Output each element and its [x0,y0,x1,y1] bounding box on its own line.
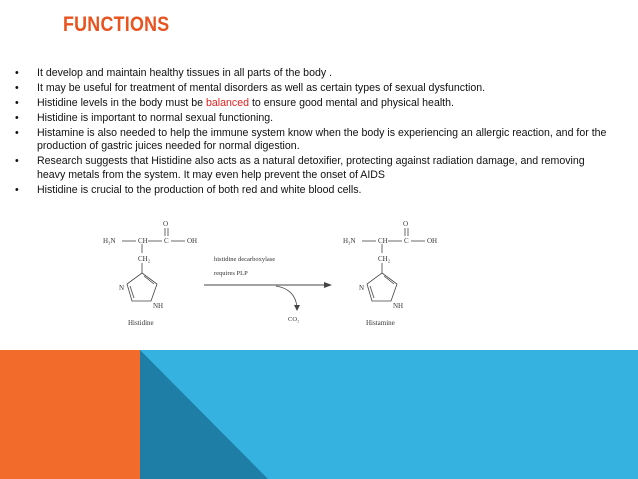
co2-label: CO₂ [288,316,300,323]
bullet-text-before: Histidine levels in the body must be [37,97,206,109]
bullet-list [14,67,614,199]
bullet-text-after: to ensure good mental and physical health. [249,97,454,109]
bullet-text: Histamine is also needed to help the immune system know when the body is experiencing an allergic reaction, and for the production of gastric juices needed for normal digestion. [37,127,607,153]
carbonyl-oxygen-label: O [163,220,169,228]
bullet-dot: • [15,112,19,124]
bullet-text: Research suggests that Histidine also acts as a natural detoxifier, protecting against radiation damage, and removing heavy metals from the system. It may even help prevent the onset of AIDS [37,155,585,181]
alpha-carbon-label: CH [138,237,148,245]
enzyme-label: histidine decarboxylase [214,256,276,263]
bullet-item [14,184,614,197]
bullet-item [14,82,614,95]
bullet-item [14,127,614,154]
carboxyl-carbon-label: C [404,237,409,245]
slide-title: FUNCTIONS [63,13,170,36]
histidine-name: Histidine [128,319,154,327]
bullet-item [14,67,614,80]
bullet-text: Histidine is important to normal sexual functioning. [37,112,274,124]
bullet-dot: • [15,127,19,139]
histamine-structure [343,220,437,327]
amine-label: H₃N [103,237,116,245]
carboxyl-carbon-label: C [164,237,169,245]
histidine-structure [103,220,197,327]
ring-nitrogen-label: N [119,284,125,292]
methylene-label: CH₂ [378,255,391,263]
amine-label: H₃N [343,237,356,245]
co2-release-arrow [276,286,297,307]
bullet-dot: • [15,97,19,109]
bullet-dot: • [15,155,19,168]
hydroxyl-label: OH [427,237,438,245]
ring-nh-label: NH [393,302,404,310]
hydroxyl-label: OH [187,237,198,245]
carbonyl-oxygen-label: O [403,220,409,228]
bullet-item [14,155,614,182]
highlighted-word: balanced [206,97,250,109]
bullet-text: It develop and maintain healthy tissues in all parts of the body . [37,67,333,79]
ring-nitrogen-label: N [359,284,365,292]
reaction-arrow-group [204,256,332,323]
bullet-dot: • [15,183,19,196]
bullet-dot: • [15,82,19,94]
ring-nh-label: NH [153,302,164,310]
alpha-carbon-label: CH [378,237,388,245]
bullet-text: Histidine is crucial to the production of both red and white blood cells. [37,183,362,196]
cofactor-label: requires PLP [214,270,248,277]
footer-orange-block [0,350,140,479]
bullet-item [14,112,614,125]
bullet-item [14,97,614,110]
bullet-dot: • [15,67,19,79]
histamine-name: Histamine [366,319,395,327]
bullet-text: It may be useful for treatment of mental disorders as well as certain types of sexual dysfunction. [37,82,486,94]
reaction-diagram [90,215,520,333]
decorative-footer [0,350,638,479]
methylene-label: CH₂ [138,255,151,263]
